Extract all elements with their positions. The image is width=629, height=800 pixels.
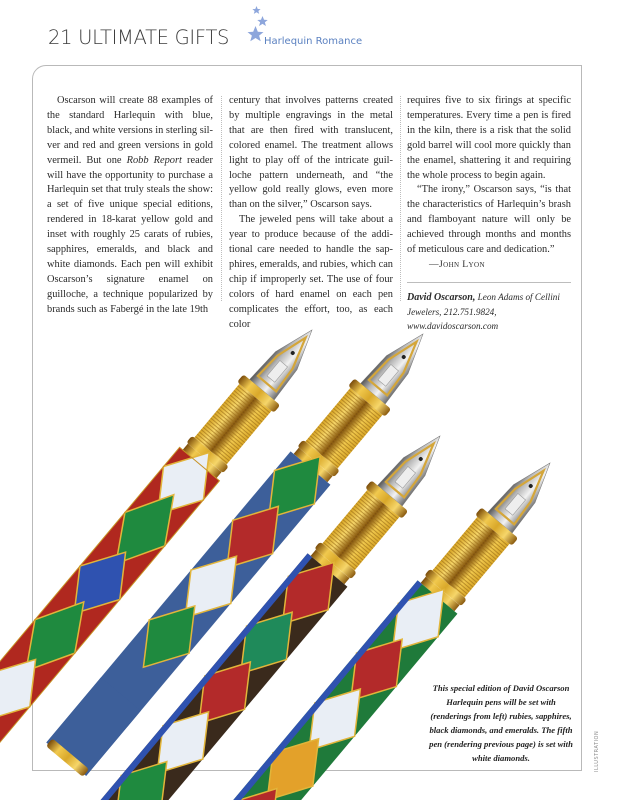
magazine-name: Robb Report: [126, 154, 182, 166]
paragraph: “The irony,” Oscarson says, “is that the characteristics of Harlequin’s brash and flamboyant nature will only be achieved through months and months of meticulous care and dedication.”: [407, 184, 571, 256]
credits-designer: David Oscarson,: [407, 291, 476, 303]
photo-credit: ILLUSTRATION: [594, 730, 600, 772]
section-label: Harlequin Romance: [264, 36, 363, 47]
article-column-1: [47, 94, 213, 318]
page-title: 21 ULTIMATE GIFTS: [48, 26, 230, 49]
credits-details: Leon Adams of Cellini Jewelers, 212.751.9824, www.davidoscarson.com: [407, 291, 560, 331]
author-byline: —John Lyon: [429, 258, 485, 270]
paragraph: requires five to six firings at specific temperatures. Every time a pen is fired in the kiln, there is a risk that the solid gold barrel will cool more quickly than the enamel, shattering it and requiring the whole process to begin again.: [407, 95, 571, 181]
paragraph: Oscarson will create 88 examples of the standard Harlequin with blue, black, and white versions in sterling silver and red and green versions in gold vermeil. But one Robb Report reader will have the opportunity to purchase a Harlequin set that truly steals the show: a set of five unique special editions, rendered in 18-karat yellow gold and inset with roughly 25 carats of rubies, sapphires, emeralds, and black and white diamonds. Each pen will exhibit Oscarson’s signature enamel on guilloche, a technique popularized by brands such as Fabergé in the late 19th: [47, 95, 213, 315]
credits-divider: [407, 282, 571, 283]
paragraph: century that involves patterns created by multiple engravings in the metal that are then fired with translucent, colored enamel. The treatment allows light to play off of the intricate guilloche pattern underneath, and “the yellow gold really glows, even more than on the silver,” Oscarson says.: [229, 95, 393, 211]
article-column-3: [407, 94, 571, 333]
article-column-2: [229, 94, 393, 333]
column-divider: [400, 96, 401, 301]
paragraph: The jeweled pens will take about a year to produce because of the additional care needed to handle the sapphires, emeralds, and rubies, which can chip if improperly set. The use of four colors of hard enamel on each pen complicates the effort, too, as each color: [229, 214, 393, 330]
column-divider: [221, 96, 222, 301]
photo-caption: This special edition of David Oscarson Harlequin pens will be set with (renderings from left) rubies, sapphires, black diamonds, and emeralds. The fifth pen (rendering previous page) is set with white diamonds.: [429, 683, 573, 763]
